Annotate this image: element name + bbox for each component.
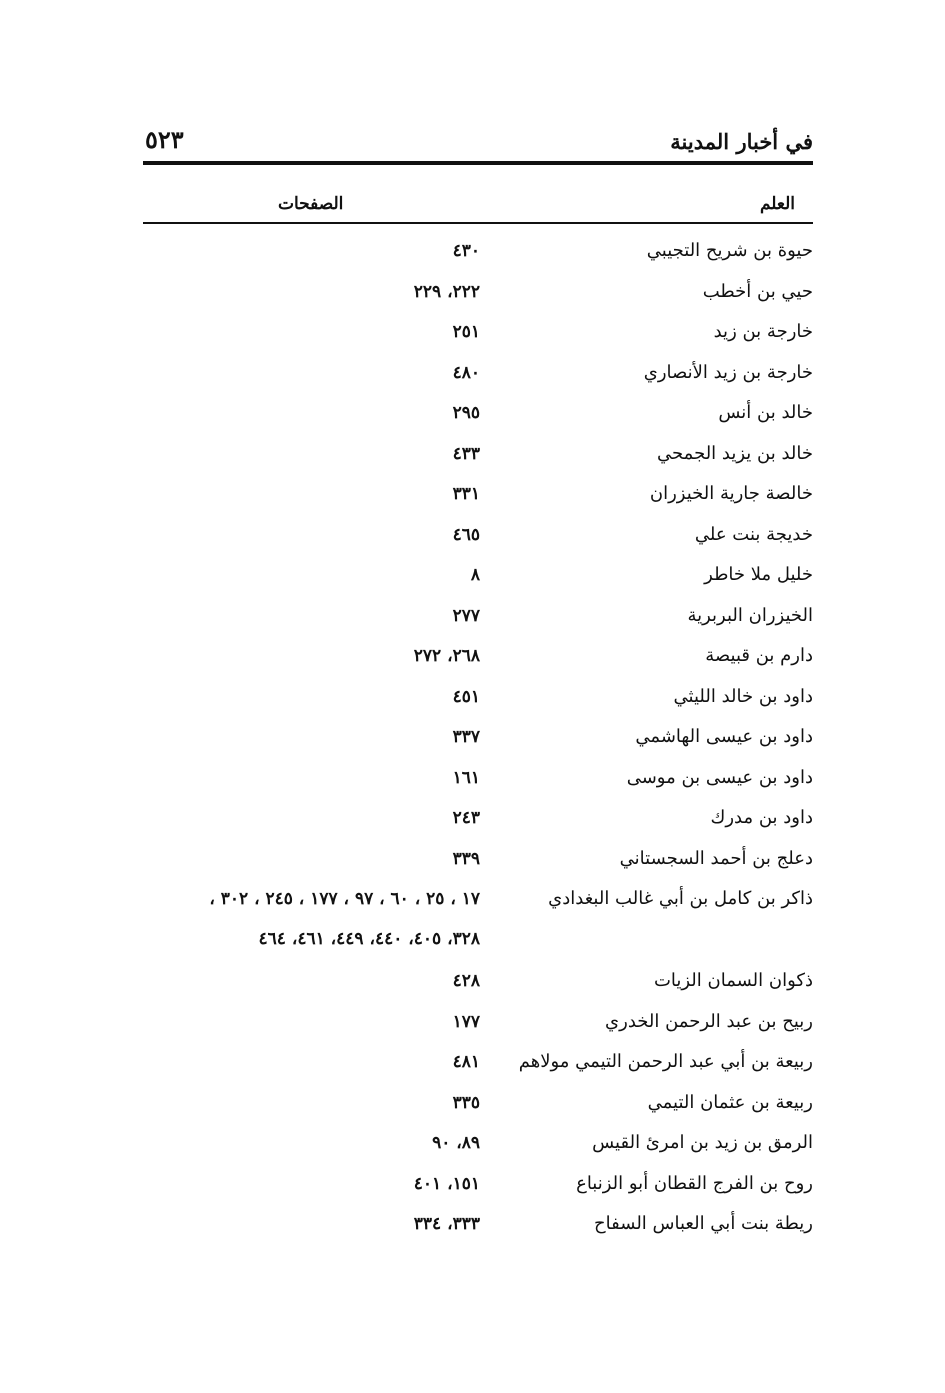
page-number: ٥٢٣ [145,125,184,154]
entry-name: دعلج بن أحمد السجستاني [619,847,813,869]
entry-pages: ١٦١ [452,767,480,788]
entry-name: ذكوان السمان الزيات [653,970,813,991]
entry-name: خليل ملا خاطر [704,564,813,585]
entry-name: الخيزران البربرية [687,604,813,626]
entry-pages: ٣٣٥ [452,1092,480,1113]
index-entry [143,682,813,723]
entry-name: داود بن خالد الليثي [673,685,813,707]
entry-name: خالد بن يزيد الجمحي [657,442,813,464]
index-entry [143,803,813,844]
entry-pages: ٨٩، ٩٠ [432,1133,480,1153]
index-entry [143,1169,813,1210]
index-entry [143,884,813,966]
entry-name: حيي بن أخطب [702,280,813,302]
entry-name: خالصة جارية الخيزران [649,483,813,504]
entry-pages: ٨ [470,565,480,585]
index-entry [143,317,813,358]
entry-pages: ٢٩٥ [452,403,480,423]
entry-pages: ٤٣٣ [452,443,480,464]
entry-pages: ٢٧٧ [452,605,480,626]
index-entries [143,236,813,1250]
entry-pages: ٤٢٨ [452,971,480,991]
index-entry [143,722,813,763]
entry-pages: ١٧٧ [452,1011,480,1032]
entry-pages: ٤٨٠ [452,362,480,383]
index-entry [143,398,813,439]
entry-pages: ٤٣٠ [452,241,480,261]
entry-pages: ١٥١، ٤٠١ [413,1173,480,1194]
index-entry [143,1088,813,1129]
entry-name: الرمق بن زيد بن امرئ القيس [592,1132,813,1153]
entry-pages: ٤٨١ [452,1052,480,1072]
index-entry [143,277,813,318]
entry-name: داود بن مدرك [710,807,813,828]
header-rule [143,161,813,165]
entry-pages: ٣٣٣، ٣٣٤ [413,1214,480,1234]
entry-name: ربيعة بن عثمان التيمي [647,1091,813,1113]
index-entry [143,844,813,885]
entry-pages: ٢٢٢، ٢٢٩ [413,281,480,302]
entry-pages: ٣٣٧ [452,727,480,747]
entry-pages: ١٧ ، ٢٥ ، ٦٠ ، ٩٧ ، ١٧٧ ، ٢٤٥ ، ٣٠٢ ، [209,889,480,909]
index-entry [143,358,813,399]
index-entry [143,1128,813,1169]
index-entry [143,1047,813,1088]
entry-pages: ٤٦٥ [452,524,480,545]
entry-name: ذاكر بن كامل بن أبي غالب البغدادي [548,888,813,909]
entry-name: ربيعة بن أبي عبد الرحمن التيمي مولاهم [518,1051,813,1072]
entry-pages-continued: ٣٢٨، ٤٠٥، ٤٤٠، ٤٤٩، ٤٦١، ٤٦٤ [258,929,480,949]
column-header-pages: الصفحات [278,194,344,214]
column-header-rule [143,222,813,224]
entry-pages: ٢٥١ [452,322,480,342]
book-title: في أخبار المدينة [670,129,813,154]
entry-pages: ٣٣١ [452,484,480,504]
entry-name: خارجة بن زيد [713,321,813,342]
column-headers [143,194,813,220]
index-entry [143,966,813,1007]
index-entry [143,236,813,277]
entry-name: دارم بن قبيصة [705,645,813,666]
entry-name: روح بن الفرج القطان أبو الزنباع [576,1172,813,1194]
index-entry [143,601,813,642]
index-entry [143,641,813,682]
entry-name: خديجة بنت علي [694,523,813,545]
entry-name: داود بن عيسى بن موسى [626,766,813,788]
entry-name: ريطة بنت أبي العباس السفاح [594,1213,813,1234]
entry-pages: ٢٦٨، ٢٧٢ [413,646,480,666]
entry-name: داود بن عيسى الهاشمي [635,726,813,747]
column-header-name: العلم [759,194,795,214]
index-entry [143,1209,813,1250]
index-entry [143,520,813,561]
entry-name: حيوة بن شريح التجيبي [646,240,813,261]
index-entry [143,560,813,601]
entry-pages: ٤٥١ [452,686,480,707]
index-entry [143,763,813,804]
running-head [143,124,813,160]
index-entry [143,1007,813,1048]
index-entry [143,439,813,480]
index-entry [143,479,813,520]
entry-pages: ٢٤٣ [452,808,480,828]
entry-name: خالد بن أنس [718,402,813,423]
entry-name: خارجة بن زيد الأنصاري [643,361,813,383]
entry-name: ربيح بن عبد الرحمن الخدري [605,1010,813,1032]
entry-pages: ٣٣٩ [452,848,480,869]
